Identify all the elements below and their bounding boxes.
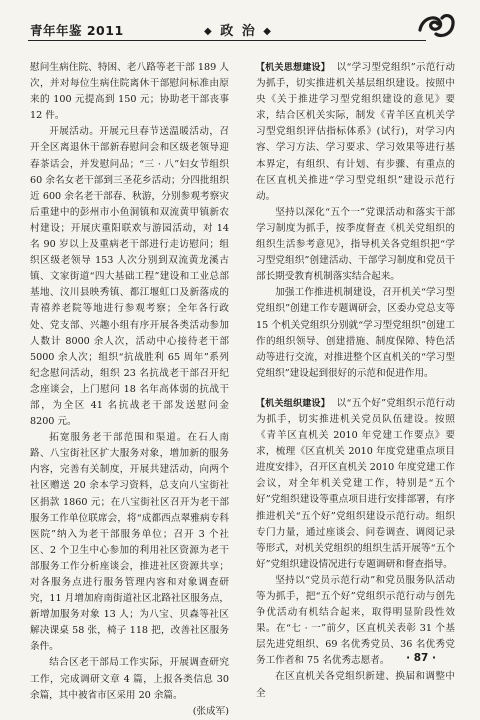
- diamond-right-icon: ◆: [263, 26, 273, 37]
- paragraph: 在区直机关各党组织新建、换届和调整中全: [256, 671, 455, 699]
- paragraph-text: 以“学习型党组织”示范行动为抓手，切实推进机关基层组织建设。按照中央《关于推进学习型党组织建设的意见》要求，结合区机关实际，制发《青羊区直机关学习型党组织评估指标体系》(试行)，对学习内容、学习方法、学习要求、学习效果等进行基本界定，有组织、有计划、有步骤、有重点的在区直机关推进“学习型党组织”建设示范行动。: [256, 62, 455, 202]
- author-credit: (张成军): [192, 705, 229, 717]
- paragraph-text: 结合区老干部局工作实际，开展调查研究工作，完成调研文章 4 篇，上报各类信息 30 余篇，其中被省市区采用 20 余篇。: [30, 657, 229, 701]
- paragraph: 开展活动。开展元旦春节送温暖活动，召开全区离退休干部新春慰问会和区级老领导迎春茶话会，并发慰问品；“三 · 八”妇女节组织 60 余名女老干部到三圣花乡活动；分四批组织近 600 余名老干部春、秋游，分别参观考察灾后重建中的彭州市小鱼洞镇和双流黄甲镇新农村建设；开展庆重阳联欢与游园活动，对 14 名 90 岁以上及重病老干部进行走访慰问；组织区级老领导 153 人次分别到双流黄龙溪古镇、文家街道“四大基础工程”建设和工业总部基地、汶川县映秀镇、都江堰虹口及新落成的青禧养老院等地进行参观考察；全年各行政处、党支部、兴趣小组有序开展各类活动参加人数计 8000 余人次，活动中心接待老干部 5000 余人次；组织“抗战胜利 65 周年”系列纪念慰问活动，组织 23 名抗战老干部召开纪念座谈会，上门慰问 18 名年高体弱的抗战干部，为全区 41 名抗战老干部发送慰问金 8200 元。: [30, 126, 229, 428]
- right-column: [256, 60, 455, 702]
- page-number: · 87 ·: [406, 652, 436, 664]
- page-header: [28, 18, 452, 46]
- paragraph: 加强工作推进机制建设，召开机关“学习型党组织”创建工作专题调研会，区委办党总支等 15 个机关党组织分别就“学习型党组织”创建工作的组织领导、创建措施、制度保障、特色活动等进行交流，对推进整个区直机关的“学习型党组织”建设起到很好的示范和促进作用。: [256, 287, 455, 379]
- section-label-organization: 【机关组织建设】: [256, 398, 331, 409]
- section-paragraph: [256, 396, 455, 573]
- book-title: 青年年鉴 2011: [30, 23, 124, 38]
- section-label-ideology: 【机关思想建设】: [256, 63, 331, 73]
- section-name: 政 治: [220, 24, 257, 39]
- section-title: [204, 20, 273, 39]
- paragraph: 坚持以深化“五个一”党课活动和落实干部学习制度为抓手，按季度督查《机关党组织的组织生活参考意见》，指导机关各党组织把“学习型党组织”创建活动、干部学习制度和党员干部长期受教育机制落实结合起来。: [256, 206, 455, 283]
- diamond-left-icon: ◆: [204, 26, 214, 37]
- left-column: [30, 60, 229, 720]
- paragraph: 坚持以“党员示范行动”和党员服务队活动等为抓手，把“五个好”党组织示范行动与创先争优活动有机结合起来，取得明显阶段性效果。在“七 · 一”前夕，区直机关表彰 31 个基层先进党组织、69 名优秀党员、36 名优秀党务工作者和 75 名优秀志愿者。: [256, 574, 455, 667]
- swirl-logo-icon: [416, 10, 456, 40]
- section-paragraph: [256, 60, 455, 205]
- paragraph: 慰问生病住院、特困、老八路等老干部 189 人次，并对每位生病住院离休干部慰问标准由原来的 100 元提高到 150 元；协助老干部丧事 12 件。: [30, 62, 229, 122]
- paragraph-text: 以“五个好”党组织示范行动为抓手，切实推进机关党员队伍建设。按照《青羊区直机关 2010 年党建工作要点》要求，梳理《区直机关 2010 年度党建重点项目进度安排》，召开区直机关 2010 年度党建工作会议，对全年机关党建工作，特别是“五个好”党组织建设等重点项目进行安排部署，有序推进机关“五个好”党组织建设示范行动。组织专门力量，通过座谈会、问卷调查、调阅记录等形式，对机关党组织的组织生活开展等“五个好”党组织建设情况进行专题调研和督查指导。: [256, 397, 455, 570]
- paragraph: 拓宽服务老干部范围和渠道。在石人南路、八宝街社区扩大服务对象，增加新的服务内容，完善有关制度，开展共建活动，向两个社区赠送 20 余本学习资料，总支向八宝街社区捐款 1860 元；在八宝街社区召开为老干部服务工作单位联席会，将“成都西点翠雅病专科医院”纳入为老干部服务单位；召开 3 个社区、2 个卫生中心参加的利用社区资源为老干部服务工作分析座谈会，推进社区资源共享；对各服务点进行服务管理内容和对象调查研究，11 月增加府南街道社区北路社区服务点，新增加服务对象 13 人；为八宝、贝森等社区解决课桌 58 张，椅子 118 把，改善社区服务条件。: [30, 432, 229, 653]
- header-rule: [28, 40, 426, 41]
